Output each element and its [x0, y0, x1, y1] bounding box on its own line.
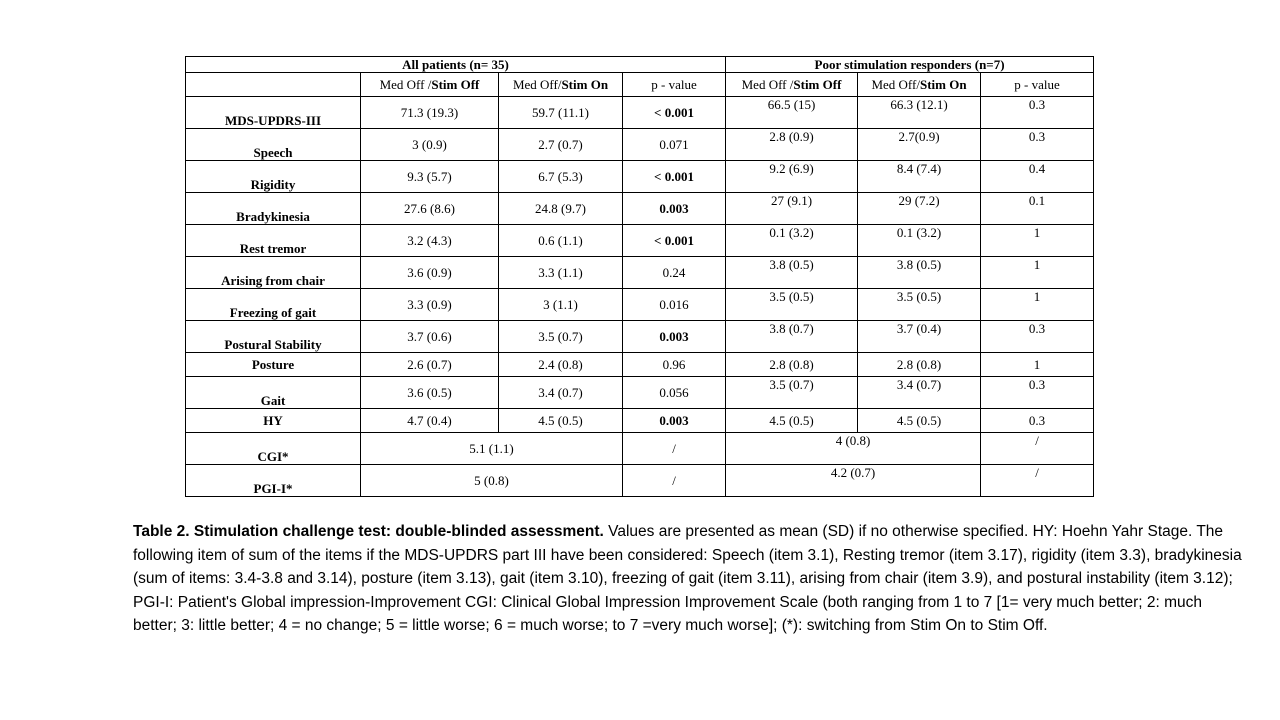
row-label: Bradykinesia: [186, 193, 361, 225]
table-row: [186, 225, 1094, 257]
cell-all-value: 3.6 (0.5): [361, 377, 499, 409]
cell-all-value: 3.3 (0.9): [361, 289, 499, 321]
cell-all-value: 2.4 (0.8): [499, 353, 623, 377]
cell-all-value: 2.6 (0.7): [361, 353, 499, 377]
cell-all-value: 3 (1.1): [499, 289, 623, 321]
table-row: [186, 161, 1094, 193]
results-table-container: [185, 56, 1093, 497]
row-label: Arising from chair: [186, 257, 361, 289]
cell-all-p-value: /: [623, 465, 726, 497]
cell-all-p-value: < 0.001: [623, 97, 726, 129]
table-row: [186, 193, 1094, 225]
cell-poor-p-value: /: [981, 433, 1094, 465]
cell-poor-value: 27 (9.1): [726, 193, 858, 225]
row-label: HY: [186, 409, 361, 433]
group-header-poor-responders: Poor stimulation responders (n=7): [726, 57, 1094, 73]
cell-all-value: 71.3 (19.3): [361, 97, 499, 129]
cell-poor-p-value: 0.3: [981, 321, 1094, 353]
cell-all-value: 9.3 (5.7): [361, 161, 499, 193]
caption-body: Values are presented as mean (SD) if no otherwise specified. HY: Hoehn Yahr Stage. The following item of sum of the items if the MDS-UPDRS part III have been considered: Speech (item 3.1), Resting tremor (item 3.17), rigidity (item 3.3), bradykinesia (sum of items: 3.4-3.8 and 3.14), posture (item 3.13), gait (item 3.10), freezing of gait (item 3.11), arising from chair (item 3.9), and postural instability (item 3.12); PGI-I: Patient's Global impression-Improvement CGI: Clinical Global Impression Improvement Scale (both ranging from 1 to 7 [1= very much better; 2: much better; 3: little better; 4 = no change; 5 = little worse; 6 = much worse; to 7 =very much worse]; (*): switching from Stim On to Stim Off.: [133, 523, 1242, 634]
cell-poor-p-value: 1: [981, 289, 1094, 321]
row-label: PGI-I*: [186, 465, 361, 497]
cell-poor-value: 29 (7.2): [858, 193, 981, 225]
col-header-all-medoff-stimoff: Med Off /Stim Off: [361, 73, 499, 97]
cell-all-value: 3.6 (0.9): [361, 257, 499, 289]
cell-poor-value: 8.4 (7.4): [858, 161, 981, 193]
cell-poor-p-value: /: [981, 465, 1094, 497]
cell-all-value: 27.6 (8.6): [361, 193, 499, 225]
empty-corner-cell: [186, 73, 361, 97]
table-row: [186, 353, 1094, 377]
caption-title: Table 2. Stimulation challenge test: double-blinded assessment.: [133, 523, 604, 540]
table-row: [186, 433, 1094, 465]
cell-all-p-value: 0.003: [623, 193, 726, 225]
table-caption: [133, 520, 1243, 638]
col-header-poor-p-value: p - value: [981, 73, 1094, 97]
cell-poor-p-value: 0.4: [981, 161, 1094, 193]
col-header-poor-medoff-stimoff: Med Off /Stim Off: [726, 73, 858, 97]
cell-poor-value: 3.8 (0.5): [726, 257, 858, 289]
cell-all-value: 3.3 (1.1): [499, 257, 623, 289]
table-row: [186, 377, 1094, 409]
cell-poor-value: 66.5 (15): [726, 97, 858, 129]
cell-all-value: 24.8 (9.7): [499, 193, 623, 225]
cell-poor-p-value: 1: [981, 257, 1094, 289]
cell-all-p-value: < 0.001: [623, 161, 726, 193]
row-label: CGI*: [186, 433, 361, 465]
cell-all-p-value: 0.003: [623, 409, 726, 433]
col-header-all-medoff-stimon: Med Off/Stim On: [499, 73, 623, 97]
cell-poor-p-value: 0.1: [981, 193, 1094, 225]
cell-poor-merged-value: 4.2 (0.7): [726, 465, 981, 497]
table-row: [186, 289, 1094, 321]
cell-poor-value: 3.8 (0.5): [858, 257, 981, 289]
row-label: Postural Stability: [186, 321, 361, 353]
cell-all-value: 3.5 (0.7): [499, 321, 623, 353]
cell-poor-value: 3.4 (0.7): [858, 377, 981, 409]
row-label: Rest tremor: [186, 225, 361, 257]
cell-all-p-value: 0.071: [623, 129, 726, 161]
cell-all-value: 6.7 (5.3): [499, 161, 623, 193]
cell-poor-merged-value: 4 (0.8): [726, 433, 981, 465]
cell-poor-p-value: 0.3: [981, 377, 1094, 409]
cell-all-value: 3 (0.9): [361, 129, 499, 161]
cell-all-value: 3.2 (4.3): [361, 225, 499, 257]
cell-all-value: 4.7 (0.4): [361, 409, 499, 433]
cell-poor-value: 2.8 (0.8): [726, 353, 858, 377]
cell-poor-p-value: 0.3: [981, 409, 1094, 433]
table-row: [186, 257, 1094, 289]
cell-poor-value: 3.5 (0.5): [726, 289, 858, 321]
group-header-all-patients: All patients (n= 35): [186, 57, 726, 73]
row-label: Freezing of gait: [186, 289, 361, 321]
table-row: [186, 321, 1094, 353]
col-header-all-p-value: p - value: [623, 73, 726, 97]
cell-poor-value: 9.2 (6.9): [726, 161, 858, 193]
cell-poor-value: 0.1 (3.2): [726, 225, 858, 257]
cell-poor-p-value: 1: [981, 225, 1094, 257]
cell-poor-value: 2.8 (0.9): [726, 129, 858, 161]
cell-all-p-value: /: [623, 433, 726, 465]
cell-poor-value: 0.1 (3.2): [858, 225, 981, 257]
cell-poor-value: 2.7(0.9): [858, 129, 981, 161]
cell-poor-value: 66.3 (12.1): [858, 97, 981, 129]
cell-poor-p-value: 1: [981, 353, 1094, 377]
row-label: Gait: [186, 377, 361, 409]
cell-all-value: 4.5 (0.5): [499, 409, 623, 433]
table-row: [186, 465, 1094, 497]
cell-poor-p-value: 0.3: [981, 129, 1094, 161]
cell-poor-value: 3.8 (0.7): [726, 321, 858, 353]
sub-header-row: [186, 73, 1094, 97]
cell-all-p-value: 0.96: [623, 353, 726, 377]
cell-all-merged-value: 5.1 (1.1): [361, 433, 623, 465]
cell-poor-value: 3.5 (0.5): [858, 289, 981, 321]
row-label: MDS-UPDRS-III: [186, 97, 361, 129]
cell-poor-p-value: 0.3: [981, 97, 1094, 129]
table-row: [186, 409, 1094, 433]
cell-poor-value: 4.5 (0.5): [726, 409, 858, 433]
cell-all-value: 3.7 (0.6): [361, 321, 499, 353]
cell-all-value: 2.7 (0.7): [499, 129, 623, 161]
cell-all-p-value: 0.056: [623, 377, 726, 409]
results-table: [185, 56, 1094, 497]
cell-all-p-value: 0.003: [623, 321, 726, 353]
row-label: Speech: [186, 129, 361, 161]
row-label: Rigidity: [186, 161, 361, 193]
table-row: [186, 129, 1094, 161]
cell-all-value: 0.6 (1.1): [499, 225, 623, 257]
cell-all-value: 59.7 (11.1): [499, 97, 623, 129]
table-row: [186, 97, 1094, 129]
cell-all-value: 3.4 (0.7): [499, 377, 623, 409]
cell-poor-value: 3.5 (0.7): [726, 377, 858, 409]
cell-all-p-value: 0.24: [623, 257, 726, 289]
cell-all-p-value: 0.016: [623, 289, 726, 321]
col-header-poor-medoff-stimon: Med Off/Stim On: [858, 73, 981, 97]
cell-poor-value: 2.8 (0.8): [858, 353, 981, 377]
cell-poor-value: 4.5 (0.5): [858, 409, 981, 433]
cell-poor-value: 3.7 (0.4): [858, 321, 981, 353]
group-header-row: [186, 57, 1094, 73]
cell-all-p-value: < 0.001: [623, 225, 726, 257]
cell-all-merged-value: 5 (0.8): [361, 465, 623, 497]
row-label: Posture: [186, 353, 361, 377]
